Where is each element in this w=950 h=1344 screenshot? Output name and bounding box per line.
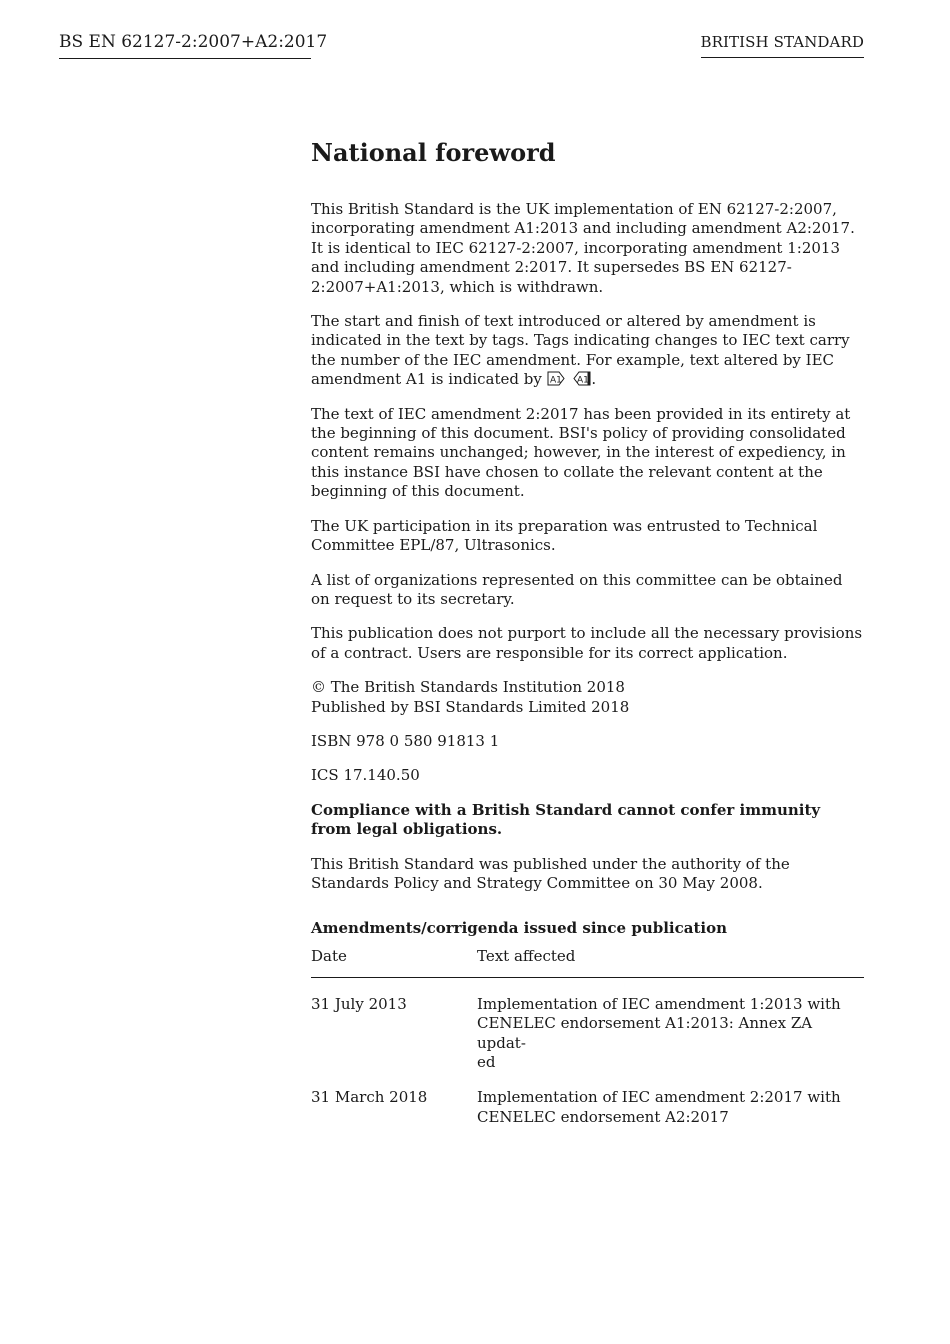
paragraph-amendment-tags	[311, 312, 864, 390]
page-title: National foreword	[311, 138, 556, 167]
amendment-close-tag-icon	[571, 371, 591, 386]
amendments-heading: Amendments/corrigenda issued since publication	[311, 919, 727, 938]
header-series-label: BRITISH STANDARD	[701, 32, 865, 58]
close-tag-label: A1	[577, 375, 590, 386]
paragraph-organizations: A list of organizations represented on this committee can be obtained on request to its secretary.	[311, 570, 843, 608]
paragraph-provisions: This publication does not purport to include all the necessary provisions of a contract. Users are responsible for its correct application.	[311, 624, 863, 662]
amendment-open-tag-icon	[547, 371, 567, 386]
amendments-header-row	[311, 947, 864, 977]
amendments-date-header: Date	[311, 947, 477, 977]
amendment-tags-period: .	[591, 370, 597, 389]
amendment-date: 31 March 2018	[311, 1088, 428, 1107]
amendment-text: Implementation of IEC amendment 2:2017 with CENELEC endorsement A2:2017	[477, 1088, 841, 1126]
table-row	[311, 977, 864, 1072]
amendments-text-header: Text affected	[477, 947, 864, 977]
header-document-id: BS EN 62127-2:2007+A2:2017	[59, 31, 311, 59]
paragraph-authority: This British Standard was published under the authority of the Standards Policy and Strategy Committee on 30 May 2008.	[311, 854, 790, 892]
amendments-table	[311, 947, 864, 1127]
open-tag-label: A1	[549, 375, 562, 386]
paragraph-amendment-2-text: The text of IEC amendment 2:2017 has been provided in its entirety at the beginning of this document. BSI's policy of providing consolidated content remains unchanged; however, in the interest of expediency, in this instance BSI have chosen to collate the relevant content at the beginning of this document.	[311, 404, 851, 501]
amendment-date: 31 July 2013	[311, 994, 407, 1013]
paragraph-committee: The UK participation in its preparation was entrusted to Technical Committee EPL/87, Ultrasonics.	[311, 516, 818, 555]
amendment-tags-text: The start and finish of text introduced or altered by amendment is indicated in the text by tags. Tags indicating changes to IEC text carry the number of the IEC amendment. For example, text altered by IEC amendment A1 is indicated by	[311, 312, 850, 389]
amendment-text: Implementation of IEC amendment 1:2013 with CENELEC endorsement A1:2013: Annex ZA updat- ed	[477, 994, 841, 1071]
publisher-line: Published by BSI Standards Limited 2018	[311, 697, 630, 716]
copyright-line: © The British Standards Institution 2018	[311, 678, 625, 697]
foreword-body	[311, 138, 864, 1127]
compliance-notice: Compliance with a British Standard cannot confer immunity from legal obligations.	[311, 800, 821, 839]
isbn: ISBN 978 0 580 91813 1	[311, 731, 500, 750]
ics-code: ICS 17.140.50	[311, 766, 420, 785]
table-row	[311, 1072, 864, 1127]
paragraph-copyright	[311, 678, 864, 717]
paragraph-implementation: This British Standard is the UK implementation of EN 62127-2:2007, incorporating amendment A1:2013 and including amendment A2:2017. It is identical to IEC 62127-2:2007, incorporating amendment 1:2013 and including amendment 2:2017. It supersedes BS EN 62127-2:2007+A1:2013, which is withdrawn.	[311, 200, 855, 296]
